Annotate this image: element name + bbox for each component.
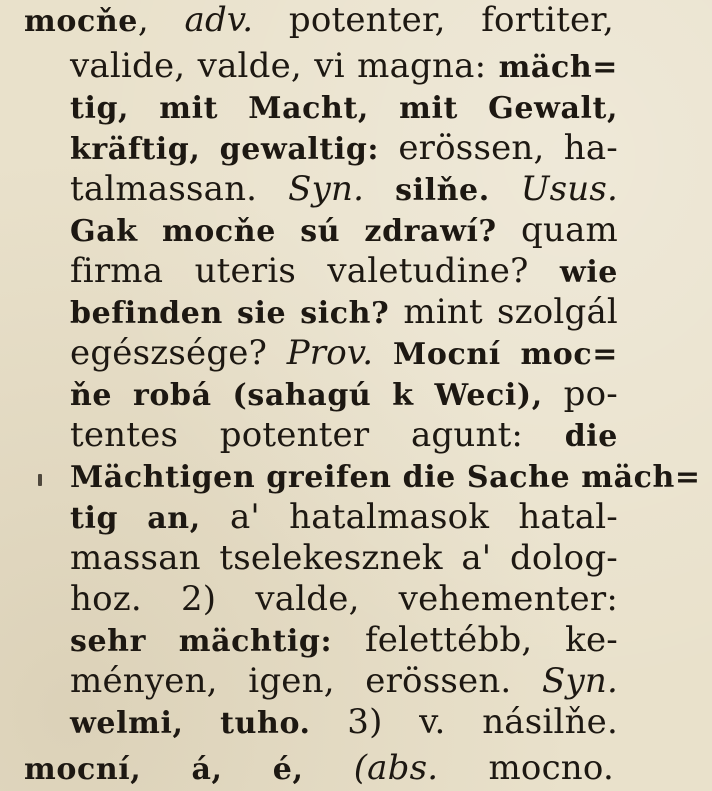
entry-line: [24, 748, 614, 790]
hungarian-text: ményen, igen, erössen.: [70, 661, 542, 701]
hungarian-text: felettébb, ke-: [364, 620, 618, 660]
prov-label: Prov.: [286, 333, 374, 373]
german-text: die: [564, 419, 618, 454]
german-text: sehr mächtig:: [70, 624, 365, 659]
hungarian-text: hoz. 2) valde, vehementer:: [70, 579, 618, 619]
text-segment: ,: [137, 0, 185, 40]
entry-line: [70, 456, 701, 498]
german-text: kräftig, gewaltig:: [70, 132, 399, 167]
syn-label: Syn.: [288, 169, 365, 209]
text-segment: valide, valde, vi magna:: [70, 46, 499, 86]
entry-line: [70, 251, 618, 293]
entry-line: [70, 292, 618, 334]
entry-line: [70, 579, 618, 619]
german-text: Mächtigen greifen die Sache mäch=: [70, 460, 701, 495]
entry-line: [70, 210, 618, 252]
latin-text: tentes potenter agunt:: [70, 415, 565, 455]
hungarian-text: talmassan.: [70, 169, 289, 209]
hungarian-text: mint szolgál: [403, 292, 619, 332]
synonym: welmi, tuho.: [70, 706, 348, 741]
proverb-text: ňe robá (sahagú k Weci),: [70, 378, 564, 413]
text-segment: mocno.: [438, 748, 614, 788]
entry-line: [70, 538, 618, 578]
hungarian-text: egészsége?: [70, 333, 287, 373]
german-text: mäch=: [498, 50, 618, 85]
entry-line: [70, 415, 618, 457]
example-text: Gak mocňe sú zdrawí?: [70, 214, 522, 249]
entry-line: [24, 0, 614, 42]
entry-line: [70, 702, 618, 744]
entry-line: [70, 46, 618, 88]
latin-text: po-: [563, 374, 618, 414]
latin-text: quam: [521, 210, 618, 250]
entry-line: [70, 497, 618, 539]
entry-line: [70, 620, 618, 662]
next-headword: mocní, á, é,: [24, 752, 354, 787]
text-segment: potenter, fortiter,: [253, 0, 614, 40]
entry-line: [70, 87, 618, 129]
entry-line: [70, 661, 618, 701]
proverb-text: Mocní moc=: [373, 337, 618, 372]
german-text: wie: [559, 255, 618, 290]
text-segment: 3) v. násilňe.: [347, 702, 618, 742]
german-text: befinden sie sich?: [70, 296, 404, 331]
hungarian-text: a' hatalmasok hatal-: [229, 497, 618, 537]
usus-label: Usus.: [520, 169, 619, 209]
margin-mark: [38, 474, 42, 486]
german-text: tig an,: [70, 501, 230, 536]
abbreviation: (abs.: [353, 748, 439, 788]
entry-line: [70, 374, 618, 416]
headword: mocňe: [24, 4, 138, 39]
part-of-speech: adv.: [184, 0, 254, 40]
synonym: silňe.: [364, 173, 521, 208]
hungarian-text: massan tselekesznek a' dolog-: [70, 538, 618, 578]
entry-line: [70, 333, 618, 375]
german-text: tig, mit Macht, mit Gewalt,: [70, 91, 618, 126]
entry-line: [70, 169, 618, 211]
entry-line: [70, 128, 618, 170]
syn-label: Syn.: [541, 661, 618, 701]
hungarian-text: erössen, ha-: [398, 128, 618, 168]
latin-text: firma uteris valetudine?: [70, 251, 560, 291]
